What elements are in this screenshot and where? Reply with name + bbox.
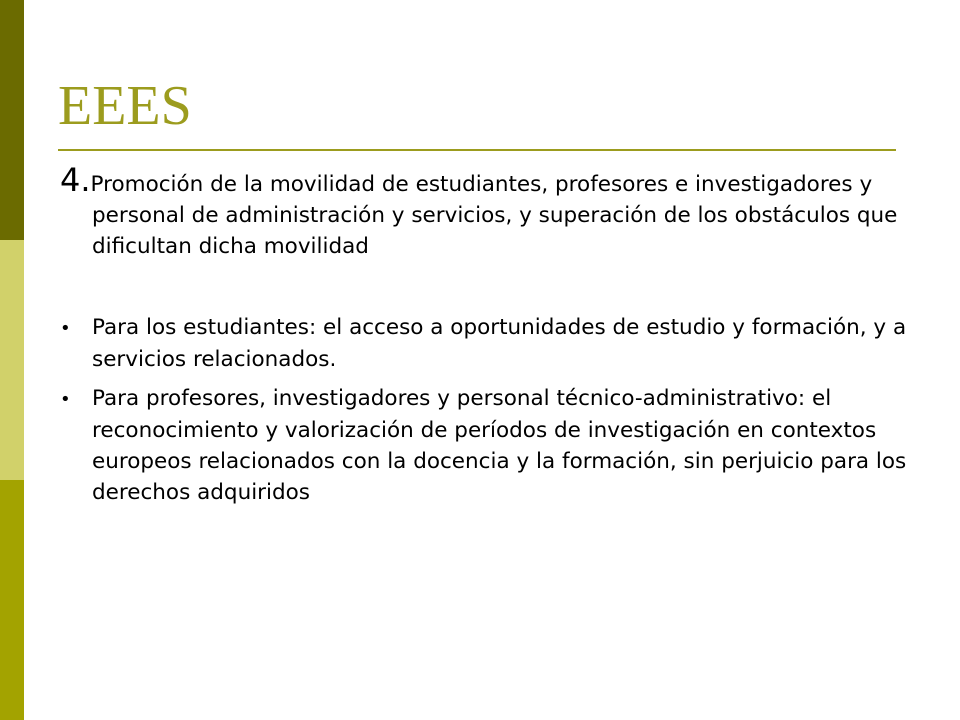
slide-body (60, 161, 930, 516)
decorative-side-bar-bottom (0, 480, 24, 720)
bullet-icon: • (60, 389, 71, 410)
bullet-item-students (60, 312, 930, 375)
decorative-side-bar-top (0, 0, 24, 240)
point-number: 4. (60, 161, 91, 199)
decorative-side-bar-middle (0, 240, 24, 480)
numbered-point (60, 161, 930, 262)
bullet-text: Para profesores, investigadores y personal técnico-administrativo: el reconocimiento y valorización de períodos de investigación en contextos europeos relacionados con la docencia y la formación, sin perjuicio para los derechos adquiridos (92, 386, 907, 505)
point-text: Promoción de la movilidad de estudiantes, profesores e investigadores y personal de administración y servicios, y superación de los obstáculos que dificultan dicha movilidad (90, 172, 898, 259)
bullet-icon: • (60, 318, 71, 339)
title-underline-rule (58, 149, 896, 151)
bullet-text: Para los estudiantes: el acceso a oportunidades de estudio y formación, y a servicios relacionados. (92, 315, 907, 372)
slide-title: EEES (58, 75, 192, 137)
bullet-item-staff (60, 383, 930, 508)
